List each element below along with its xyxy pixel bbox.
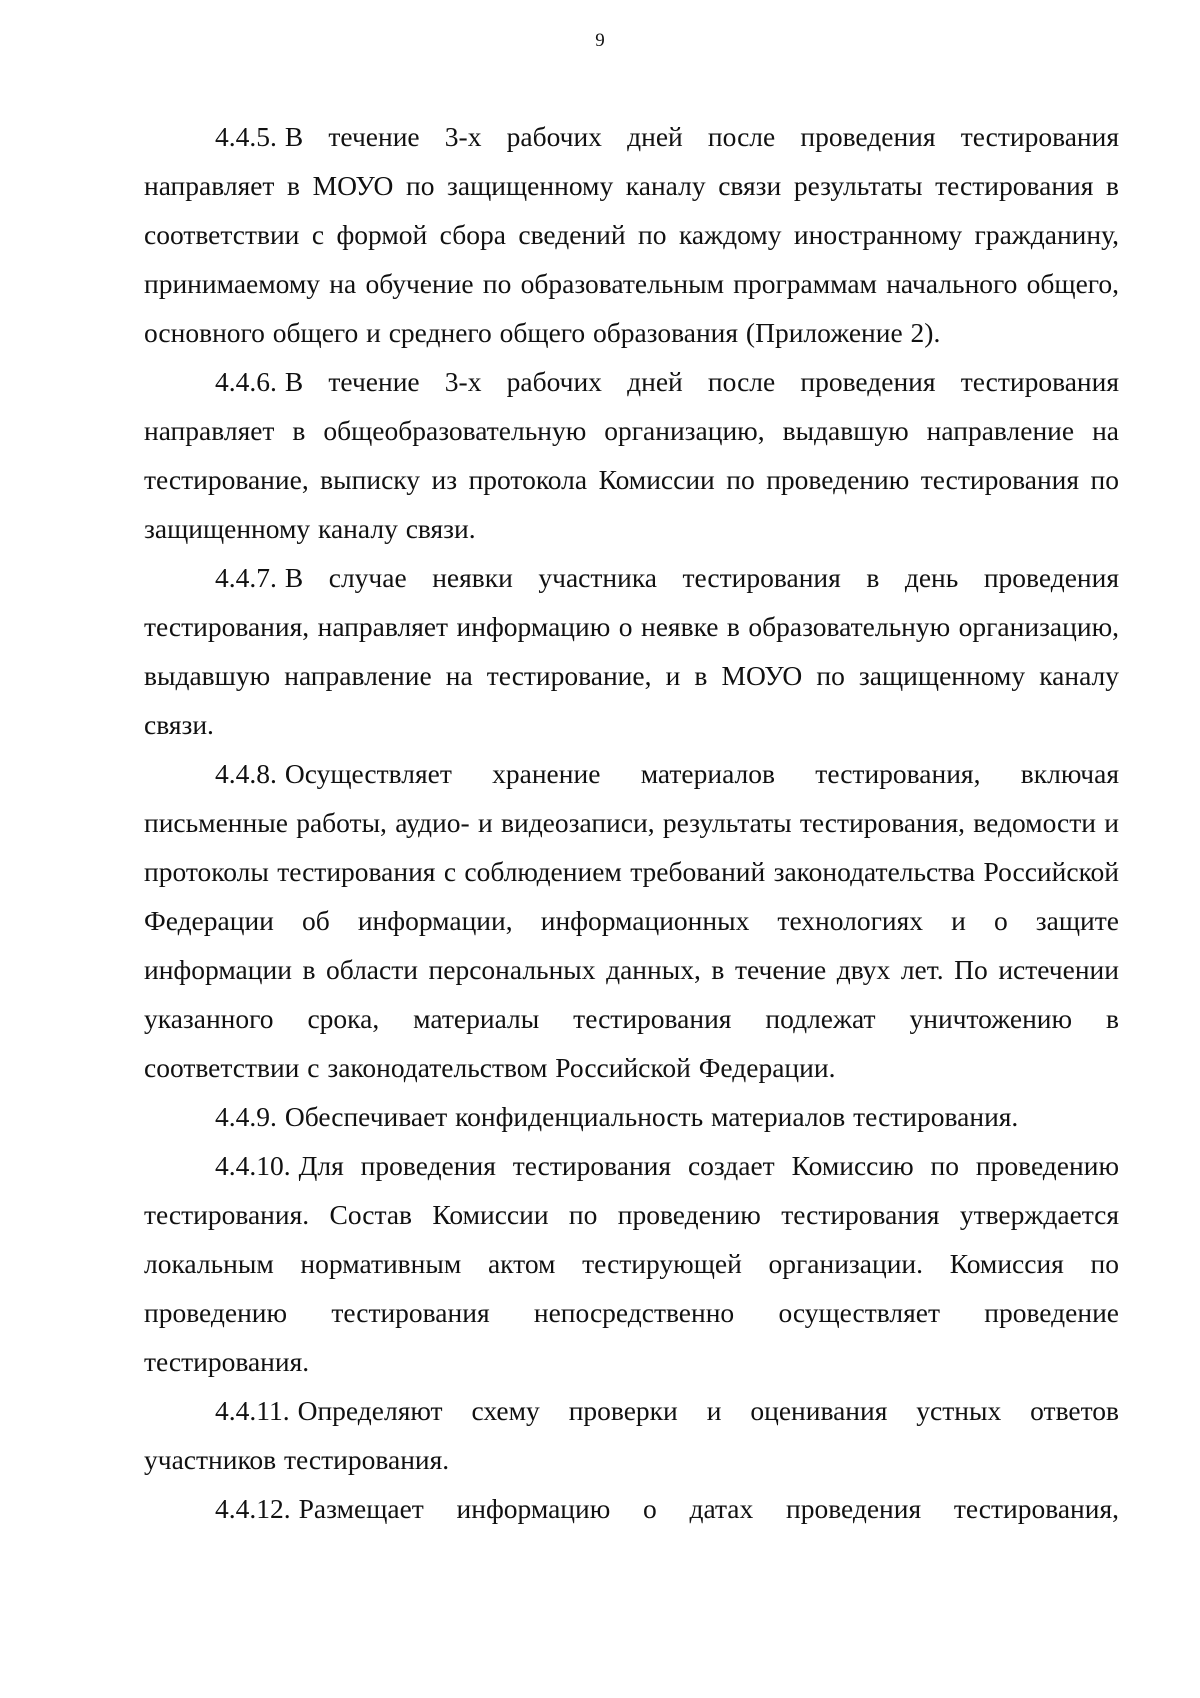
paragraph-4-4-12 xyxy=(144,1484,1119,1533)
paragraph-4-4-11 xyxy=(144,1386,1119,1484)
paragraph-number: 4.4.8. xyxy=(215,758,277,789)
paragraph-number: 4.4.6. xyxy=(215,366,277,397)
paragraph-4-4-10 xyxy=(144,1141,1119,1386)
paragraph-4-4-9 xyxy=(144,1092,1119,1141)
paragraph-text: В течение 3-х рабочих дней после проведения тестирования направляет в общеобразовательную организацию, выдавшую направление на тестирование, выписку из протокола Комиссии по проведению тестирования по защищенному каналу связи. xyxy=(144,366,1119,544)
paragraph-text: Размещает информацию о датах проведения тестирования, xyxy=(298,1493,1119,1524)
paragraph-4-4-8 xyxy=(144,749,1119,1092)
paragraph-4-4-7 xyxy=(144,553,1119,749)
paragraph-number: 4.4.7. xyxy=(215,562,277,593)
paragraph-text: Обеспечивает конфиденциальность материалов тестирования. xyxy=(284,1101,1019,1132)
paragraph-text: Определяют схему проверки и оценивания устных ответов участников тестирования. xyxy=(144,1395,1119,1475)
paragraph-number: 4.4.5. xyxy=(215,121,277,152)
paragraph-text: В течение 3-х рабочих дней после проведения тестирования направляет в МОУО по защищенному каналу связи результаты тестирования в соответствии с формой сбора сведений по каждому иностранному гражданину, принимаемому на обучение по образовательным программам начального общего, основного общего и среднего общего образования (Приложение 2). xyxy=(144,121,1119,348)
document-body xyxy=(144,112,1119,1533)
paragraph-number: 4.4.10. xyxy=(215,1150,291,1181)
paragraph-4-4-6 xyxy=(144,357,1119,553)
page-number: 9 xyxy=(595,30,605,51)
paragraph-number: 4.4.9. xyxy=(215,1101,277,1132)
paragraph-text: В случае неявки участника тестирования в день проведения тестирования, направляет информацию о неявке в образовательную организацию, выдавшую направление на тестирование, и в МОУО по защищенному каналу связи. xyxy=(144,562,1119,740)
paragraph-number: 4.4.12. xyxy=(215,1493,291,1524)
paragraph-4-4-5 xyxy=(144,112,1119,357)
paragraph-text: Осуществляет хранение материалов тестирования, включая письменные работы, аудио- и видеозаписи, результаты тестирования, ведомости и протоколы тестирования с соблюдением требований законодательства Российской Федерации об информации, информационных технологиях и о защите информации в области персональных данных, в течение двух лет. По истечении указанного срока, материалы тестирования подлежат уничтожению в соответствии с законодательством Российской Федерации. xyxy=(144,758,1119,1083)
paragraph-text: Для проведения тестирования создает Комиссию по проведению тестирования. Состав Комиссии по проведению тестирования утверждается локальным нормативным актом тестирующей организации. Комиссия по проведению тестирования непосредственно осуществляет проведение тестирования. xyxy=(144,1150,1119,1377)
paragraph-number: 4.4.11. xyxy=(215,1395,290,1426)
